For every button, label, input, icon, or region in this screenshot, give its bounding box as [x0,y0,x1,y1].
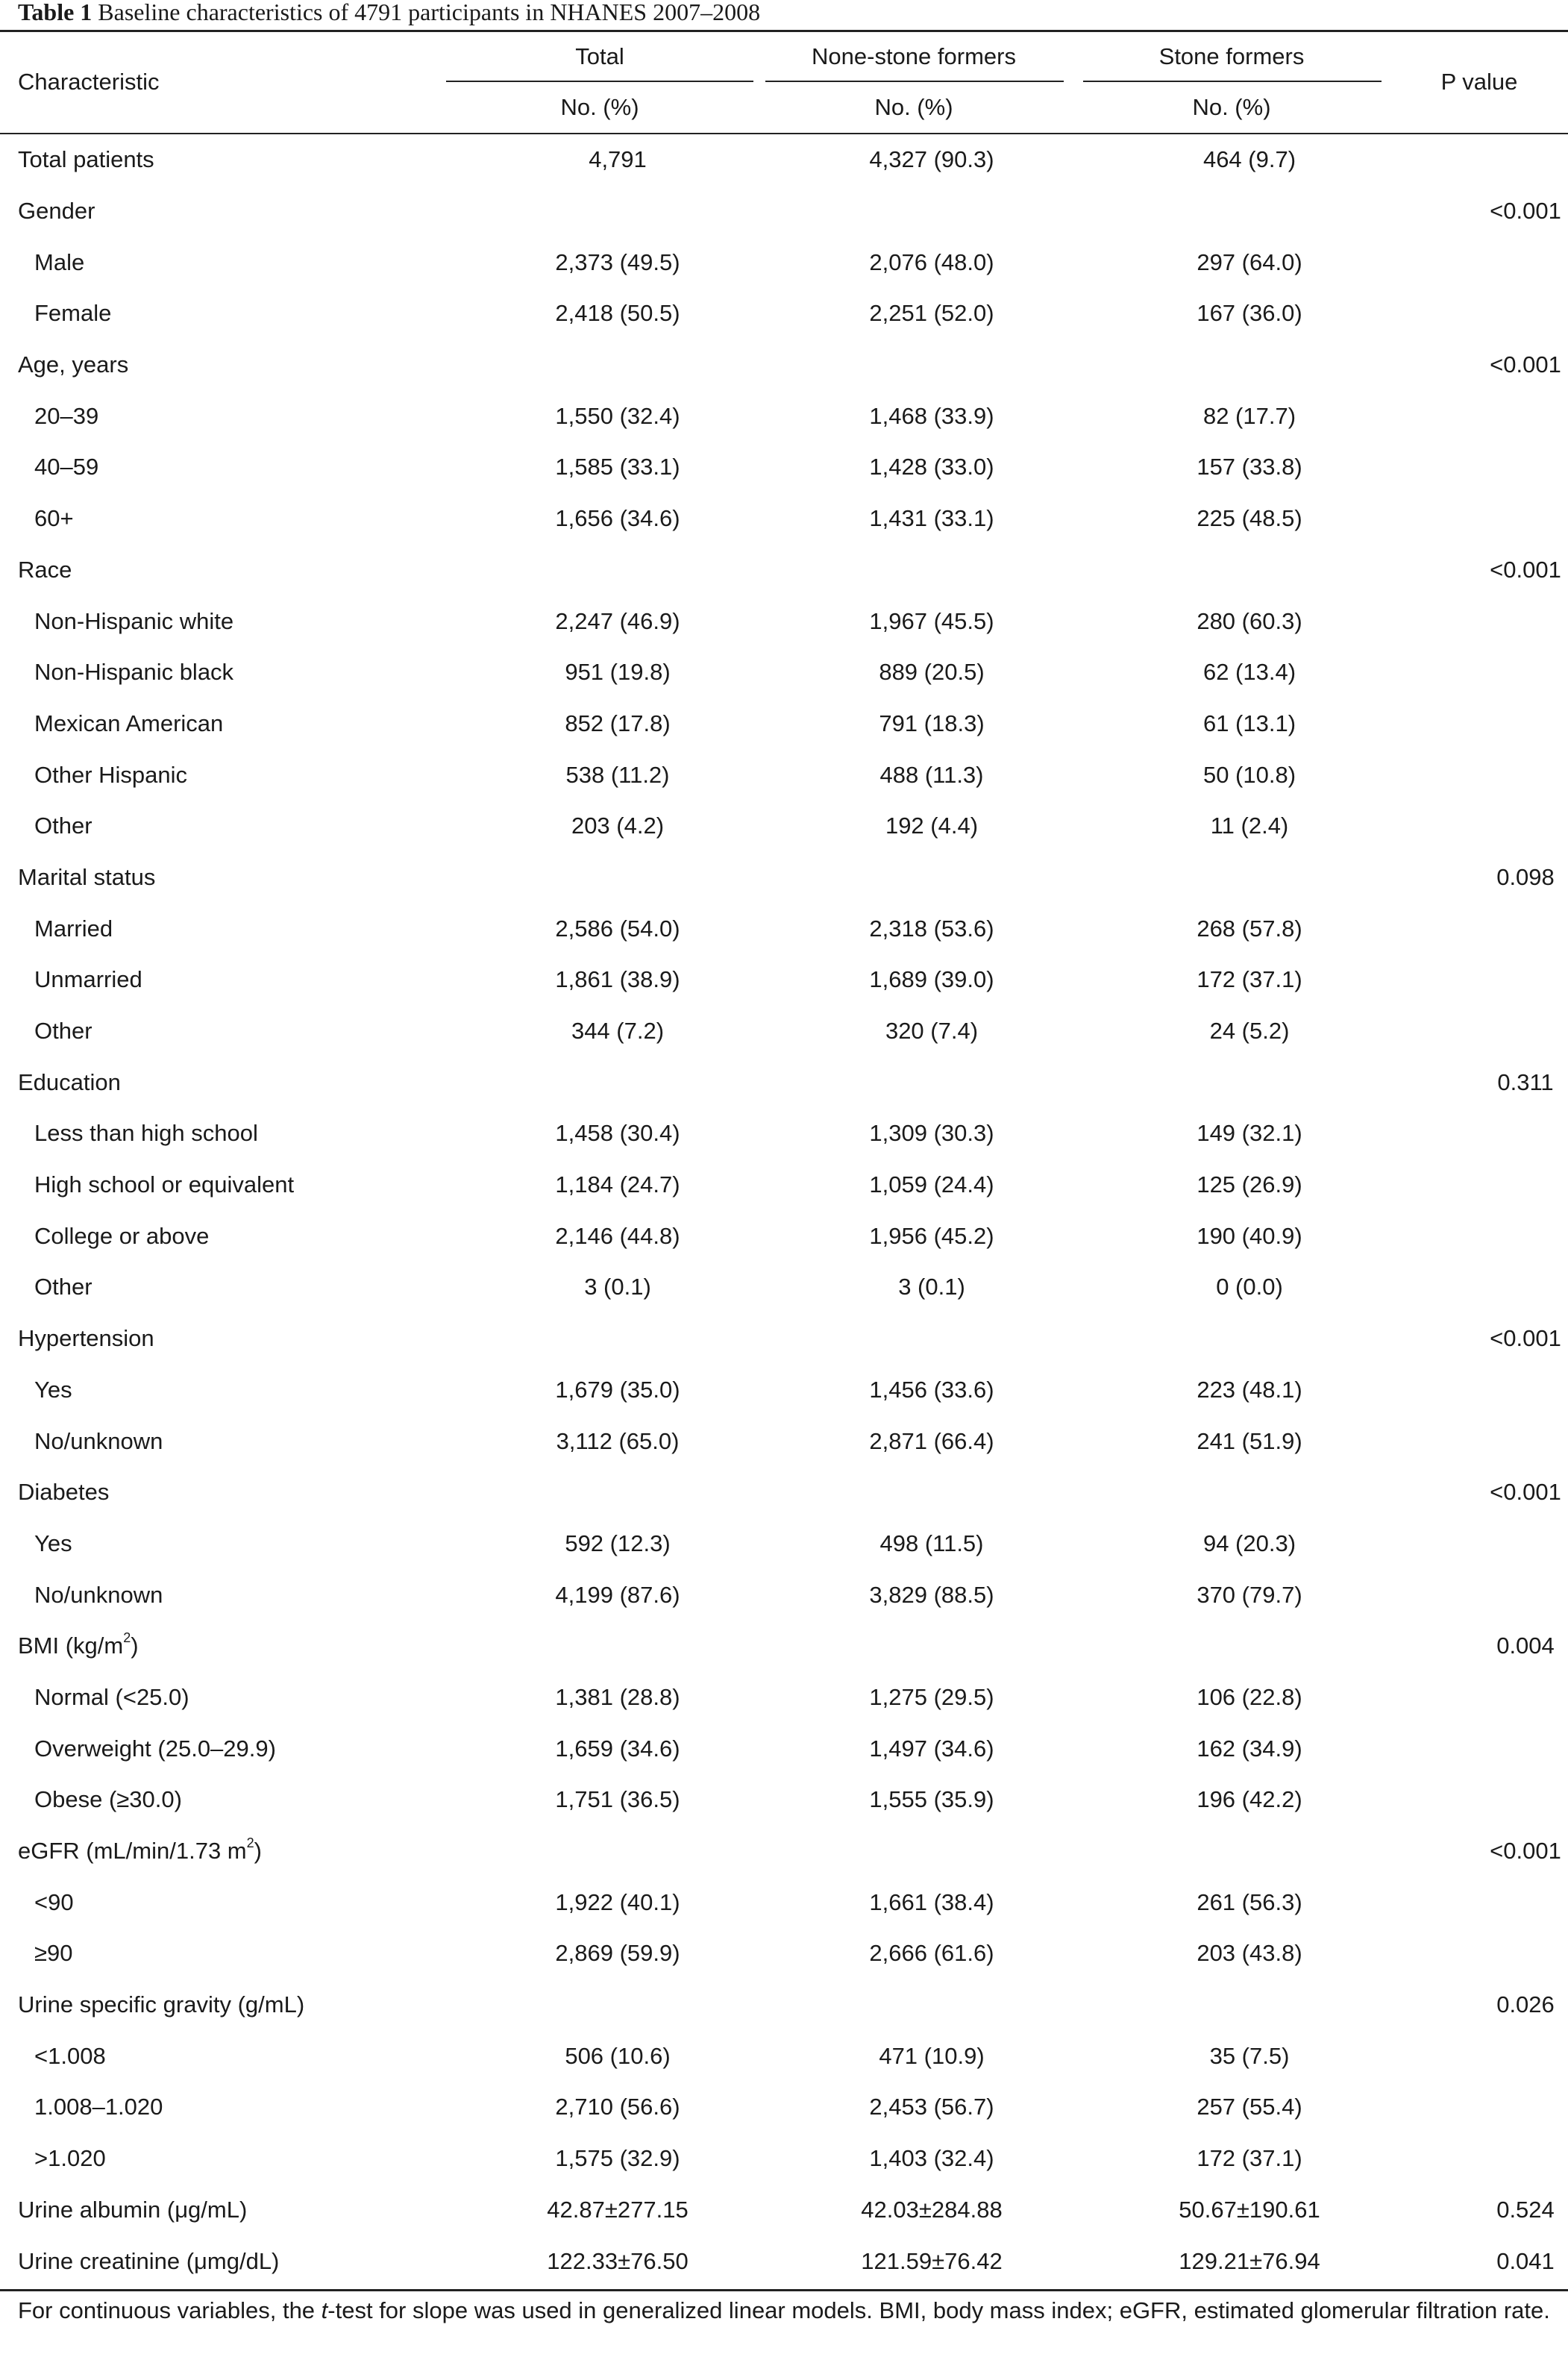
bottom-rule [0,2289,1568,2291]
cell-total: 4,199 (87.6) [555,1581,680,1608]
cell-none-stone [773,1467,1091,1518]
table-row [0,903,1568,954]
table-row [0,2030,1568,2082]
caption-label: Table 1 [18,0,92,25]
cell-p-value: 0.026 [1496,1991,1555,2018]
cell-none-stone: 1,059 (24.4) [869,1171,994,1198]
cell-p-value [1408,288,1568,339]
cell-none-stone [773,1979,1091,2031]
cell-none-stone: 2,076 (48.0) [869,248,994,275]
cell-p-value [1408,1210,1568,1262]
row-label: Education [18,1068,121,1095]
cell-p-value [1408,2133,1568,2185]
cell-total: 42.87±277.15 [547,2196,689,2223]
cell-stone: 257 (55.4) [1197,2094,1302,2120]
cell-stone: 106 (22.8) [1197,1683,1302,1710]
table-row [0,1365,1568,1416]
cell-p-value [1408,647,1568,698]
row-label: <1.008 [34,2042,106,2069]
cell-total: 1,381 (28.8) [555,1683,680,1710]
cell-stone: 172 (37.1) [1197,966,1302,993]
cell-stone [1091,1979,1408,2031]
cell-stone: 50 (10.8) [1202,761,1296,788]
cell-total: 1,679 (35.0) [555,1376,680,1403]
row-label: Diabetes [18,1479,110,1506]
cell-total [462,1467,773,1518]
cell-total: 1,861 (38.9) [555,966,680,993]
cell-p-value [1408,1415,1568,1467]
footnote-italic: t [321,2297,328,2323]
table-row [0,1672,1568,1724]
caption-text: Baseline characteristics of 4791 participants in NHANES 2007–2008 [98,0,761,25]
row-label-text: BMI (kg/m [18,1633,124,1659]
cell-stone: 149 (32.1) [1197,1120,1302,1147]
table-row [0,186,1568,237]
table-row [0,852,1568,904]
cell-none-stone [773,1621,1091,1672]
table-row [0,2235,1568,2287]
cell-total: 1,751 (36.5) [555,1786,680,1813]
cell-total [462,1979,773,2031]
table-row [0,134,1568,186]
cell-none-stone: 121.59±76.42 [861,2247,1003,2274]
cell-total: 1,550 (32.4) [555,402,680,429]
row-label: 40–59 [34,454,99,480]
cell-none-stone: 471 (10.9) [879,2042,985,2069]
cell-total: 592 (12.3) [565,1530,671,1556]
cell-total: 2,247 (46.9) [555,607,680,634]
cell-p-value [1408,2030,1568,2082]
table-row [0,2185,1568,2236]
cell-total [462,1057,773,1108]
cell-total: 1,458 (30.4) [555,1120,680,1147]
cell-none-stone: 791 (18.3) [879,710,985,736]
header-group-total: Total [575,43,624,69]
row-label-tail: ) [131,1633,139,1659]
cell-stone: 157 (33.8) [1197,454,1302,480]
row-label: 1.008–1.020 [34,2094,163,2120]
cell-none-stone: 2,666 (61.6) [869,1940,994,1967]
cell-none-stone [773,852,1091,904]
cell-p-value: 0.311 [1497,1068,1554,1095]
cell-stone: 167 (36.0) [1197,300,1302,327]
cell-p-value: <0.001 [1490,1325,1561,1352]
table-row [0,1723,1568,1774]
cell-none-stone: 1,431 (33.1) [869,505,994,532]
cell-p-value [1408,493,1568,545]
cell-total: 3,112 (65.0) [556,1427,680,1454]
cell-stone: 125 (26.9) [1197,1171,1302,1198]
row-label: >1.020 [34,2145,106,2172]
row-label: No/unknown [34,1581,163,1608]
cell-stone: 196 (42.2) [1197,1786,1302,1813]
row-label: Female [34,300,112,327]
cell-none-stone: 488 (11.3) [879,761,984,788]
table-row [0,1108,1568,1159]
row-label: Urine specific gravity (g/mL) [18,1991,305,2018]
row-label: Yes [34,1530,72,1556]
cell-p-value [1408,1569,1568,1621]
table-row [0,1006,1568,1057]
cell-p-value [1408,1672,1568,1724]
row-label: Race [18,556,72,583]
data-table [0,134,1568,2287]
cell-p-value: <0.001 [1490,198,1561,225]
cell-total: 1,585 (33.1) [555,454,680,480]
cell-stone: 94 (20.3) [1202,1530,1296,1556]
cell-p-value: <0.001 [1490,351,1561,378]
row-label [0,1621,462,1672]
cell-none-stone: 1,956 (45.2) [869,1222,994,1249]
cell-total: 852 (17.8) [565,710,671,736]
table-row [0,2133,1568,2185]
cell-total [462,1826,773,1877]
cell-p-value [1408,1159,1568,1211]
cell-none-stone: 3 (0.1) [898,1274,965,1300]
cell-stone: 50.67±190.61 [1179,2196,1320,2223]
row-label: Overweight (25.0–29.9) [34,1735,276,1762]
cell-total: 538 (11.2) [565,761,670,788]
header-group-none-stone: None-stone formers [812,43,1016,69]
row-label: Married [34,915,113,942]
cell-stone: 268 (57.8) [1197,915,1302,942]
cell-stone [1091,852,1408,904]
cell-p-value [1408,237,1568,288]
table-body [0,134,1568,2287]
cell-none-stone: 1,468 (33.9) [869,402,994,429]
cell-stone [1091,339,1408,391]
cell-p-value [1408,1108,1568,1159]
cell-p-value [1408,1518,1568,1570]
row-label-text: eGFR (mL/min/1.73 m [18,1838,247,1865]
cell-p-value [1408,390,1568,442]
row-label: 60+ [34,505,74,532]
cell-stone: 82 (17.7) [1202,402,1296,429]
cell-none-stone: 3,829 (88.5) [869,1581,994,1608]
cell-stone: 129.21±76.94 [1179,2247,1320,2274]
row-label-tail: ) [254,1838,262,1865]
cell-none-stone: 1,661 (38.4) [869,1888,994,1915]
cell-stone [1091,1621,1408,1672]
table-row [0,749,1568,801]
cell-stone: 280 (60.3) [1197,607,1302,634]
cell-total: 1,922 (40.1) [555,1888,680,1915]
table-row [0,1774,1568,1826]
row-label: Age, years [18,351,129,378]
cell-stone: 203 (43.8) [1197,1940,1302,1967]
cell-total: 2,869 (59.9) [555,1940,680,1967]
cell-none-stone [773,186,1091,237]
header-unit-stone: No. (%) [1192,94,1271,120]
cell-stone: 0 (0.0) [1216,1274,1283,1300]
header-group-stone: Stone formers [1158,43,1305,69]
table-row [0,1210,1568,1262]
cell-total: 122.33±76.50 [547,2247,689,2274]
row-label: Gender [18,198,95,225]
cell-stone: 62 (13.4) [1202,659,1296,686]
row-label-superscript: 2 [246,1835,254,1850]
cell-stone: 61 (13.1) [1202,710,1296,736]
cell-none-stone: 192 (4.4) [885,813,979,839]
row-label: ≥90 [34,1940,73,1967]
cell-stone: 297 (64.0) [1197,248,1302,275]
cell-total: 2,373 (49.5) [555,248,680,275]
cell-none-stone: 42.03±284.88 [861,2196,1003,2223]
cell-none-stone: 2,251 (52.0) [869,300,994,327]
row-label-superscript: 2 [123,1630,131,1645]
cell-none-stone: 1,689 (39.0) [869,966,994,993]
cell-total: 2,710 (56.6) [555,2094,680,2120]
cell-none-stone [773,1826,1091,1877]
cell-none-stone: 4,327 (90.3) [869,146,994,173]
cell-stone: 261 (56.3) [1197,1888,1302,1915]
table-row [0,1415,1568,1467]
cell-p-value [1408,1365,1568,1416]
cell-p-value [1408,698,1568,750]
cell-p-value [1408,134,1568,186]
footnote-after: -test for slope was used in generalized linear models. BMI, body mass index; eGFR, estimated glomerular filtration rate. [327,2297,1550,2323]
cell-total: 2,146 (44.8) [555,1222,680,1249]
cell-stone [1091,1057,1408,1108]
row-label: College or above [34,1222,210,1249]
cell-p-value [1408,1774,1568,1826]
cell-none-stone: 1,967 (45.5) [869,607,994,634]
table-row [0,1569,1568,1621]
cell-p-value [1408,595,1568,647]
row-label: Hypertension [18,1325,154,1352]
table-row [0,1928,1568,1979]
cell-p-value [1408,442,1568,493]
cell-p-value [1408,749,1568,801]
cell-p-value [1408,1876,1568,1928]
cell-total [462,186,773,237]
cell-stone: 190 (40.9) [1197,1222,1302,1249]
header-subrule-none-stone [765,81,1064,82]
cell-none-stone: 889 (20.5) [879,659,985,686]
top-rule [0,30,1568,32]
cell-total [462,852,773,904]
cell-stone: 172 (37.1) [1197,2145,1302,2172]
cell-p-value [1408,903,1568,954]
cell-p-value [1408,801,1568,852]
cell-total: 506 (10.6) [565,2042,671,2069]
cell-none-stone [773,339,1091,391]
table-row [0,1979,1568,2031]
cell-stone: 464 (9.7) [1202,146,1296,173]
row-label: Unmarried [34,966,142,993]
table-row [0,954,1568,1006]
cell-p-value: 0.004 [1496,1633,1555,1659]
cell-total: 1,575 (32.9) [555,2145,680,2172]
table-row [0,2082,1568,2133]
row-label: Less than high school [34,1120,258,1147]
cell-stone [1091,1826,1408,1877]
row-label: Yes [34,1376,72,1403]
cell-total [462,1313,773,1365]
cell-total: 344 (7.2) [571,1018,665,1045]
cell-total: 951 (19.8) [565,659,671,686]
cell-p-value: <0.001 [1490,1479,1561,1506]
table-row [0,288,1568,339]
row-label: <90 [34,1888,74,1915]
cell-none-stone: 1,497 (34.6) [869,1735,994,1762]
header-p-value: P value [1440,69,1518,95]
cell-stone: 225 (48.5) [1197,505,1302,532]
cell-stone: 11 (2.4) [1210,813,1289,839]
table-row [0,1057,1568,1108]
row-label: Male [34,248,85,275]
row-label: Urine albumin (μg/mL) [18,2196,248,2223]
cell-stone: 24 (5.2) [1209,1018,1290,1045]
cell-total: 4,791 [589,146,647,173]
row-label: Marital status [18,863,156,890]
cell-p-value: 0.041 [1496,2247,1555,2274]
row-label: Non-Hispanic black [34,659,234,686]
cell-none-stone: 1,428 (33.0) [869,454,994,480]
table-row [0,493,1568,545]
cell-stone [1091,1313,1408,1365]
cell-total: 2,418 (50.5) [555,300,680,327]
row-label: Other [34,1018,92,1045]
table-row [0,801,1568,852]
table-row [0,1518,1568,1570]
cell-p-value: <0.001 [1490,1838,1561,1865]
footnote [18,2295,1555,2326]
cell-p-value [1408,1928,1568,1979]
cell-p-value: 0.524 [1496,2196,1555,2223]
cell-p-value [1408,2082,1568,2133]
header-unit-none-stone: No. (%) [874,94,953,120]
cell-total [462,1621,773,1672]
cell-stone [1091,1467,1408,1518]
cell-none-stone: 1,456 (33.6) [869,1376,994,1403]
row-label: Total patients [18,146,154,173]
table-row [0,339,1568,391]
row-label: Mexican American [34,710,224,736]
cell-stone: 35 (7.5) [1209,2042,1290,2069]
table-row [0,545,1568,596]
table-row [0,698,1568,750]
row-label: Urine creatinine (μmg/dL) [18,2247,280,2274]
cell-none-stone: 1,309 (30.3) [869,1120,994,1147]
cell-stone: 370 (79.7) [1197,1581,1302,1608]
cell-none-stone [773,545,1091,596]
cell-total: 1,656 (34.6) [555,505,680,532]
row-label: Other Hispanic [34,761,188,788]
cell-none-stone: 2,871 (66.4) [869,1427,994,1454]
cell-none-stone: 320 (7.4) [885,1018,979,1045]
header-subrule-total [446,81,753,82]
row-label: Non-Hispanic white [34,607,234,634]
table-row [0,237,1568,288]
cell-none-stone: 1,403 (32.4) [869,2145,994,2172]
cell-p-value [1408,1723,1568,1774]
table-row [0,647,1568,698]
row-label: Obese (≥30.0) [34,1786,182,1813]
header-unit-total: No. (%) [560,94,639,120]
table-row [0,1621,1568,1672]
cell-stone [1091,186,1408,237]
cell-stone: 162 (34.9) [1197,1735,1302,1762]
table-caption [18,0,760,27]
cell-none-stone [773,1057,1091,1108]
cell-total [462,545,773,596]
cell-stone: 223 (48.1) [1197,1376,1302,1403]
cell-p-value: 0.098 [1496,863,1555,890]
cell-none-stone: 498 (11.5) [879,1530,984,1556]
cell-none-stone: 1,275 (29.5) [869,1683,994,1710]
cell-none-stone [773,1313,1091,1365]
row-label: 20–39 [34,402,99,429]
row-label: No/unknown [34,1427,163,1454]
cell-total: 1,659 (34.6) [555,1735,680,1762]
cell-total: 2,586 (54.0) [555,915,680,942]
table-row [0,442,1568,493]
cell-total: 203 (4.2) [571,813,665,839]
cell-p-value [1408,954,1568,1006]
cell-p-value [1408,1006,1568,1057]
table-row [0,1262,1568,1313]
cell-none-stone: 2,318 (53.6) [869,915,994,942]
row-label: Normal (<25.0) [34,1683,189,1710]
cell-stone: 241 (51.9) [1197,1427,1302,1454]
row-label: High school or equivalent [34,1171,295,1198]
cell-none-stone: 2,453 (56.7) [869,2094,994,2120]
cell-total [462,339,773,391]
row-label [0,1826,462,1877]
row-label: Other [34,813,92,839]
table-row [0,390,1568,442]
cell-total: 3 (0.1) [584,1274,651,1300]
cell-stone [1091,545,1408,596]
table-row [0,1876,1568,1928]
table-row [0,1826,1568,1877]
cell-p-value: <0.001 [1490,556,1561,583]
cell-total: 1,184 (24.7) [555,1171,680,1198]
table-row [0,595,1568,647]
footnote-before: For continuous variables, the [18,2297,322,2323]
header-characteristic: Characteristic [18,69,160,95]
cell-p-value [1408,1262,1568,1313]
table-row [0,1313,1568,1365]
table-row [0,1467,1568,1518]
row-label: Other [34,1274,92,1300]
header-subrule-stone [1083,81,1382,82]
table-row [0,1159,1568,1211]
cell-none-stone: 1,555 (35.9) [869,1786,994,1813]
